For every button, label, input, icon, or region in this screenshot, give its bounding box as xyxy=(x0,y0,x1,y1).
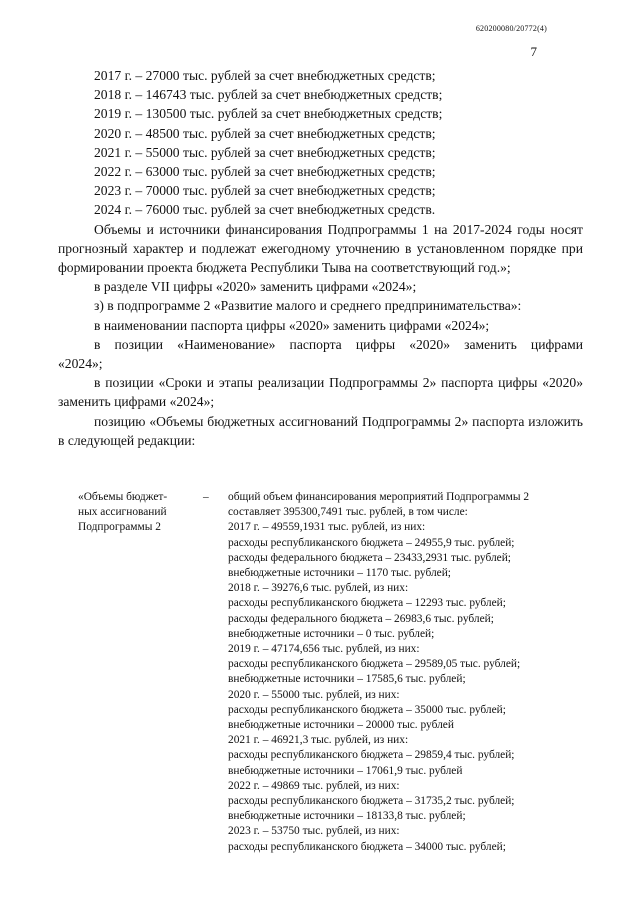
passport-row: составляет 395300,7491 тыс. рублей, в том числе: xyxy=(228,506,468,519)
funding-line: 2021 г. – 55000 тыс. рублей за счет внебюджетных средств; xyxy=(94,144,436,160)
passport-row: внебюджетные источники – 0 тыс. рублей; xyxy=(228,627,435,640)
passport-label-line: Подпрограммы 2 xyxy=(78,521,161,534)
passport-row: расходы республиканского бюджета – 29589,05 тыс. рублей; xyxy=(228,658,521,671)
passport-label xyxy=(78,490,198,536)
passport-row: расходы республиканского бюджета – 24955,9 тыс. рублей; xyxy=(228,536,515,549)
funding-line: 2024 г. – 76000 тыс. рублей за счет внебюджетных средств. xyxy=(94,202,436,218)
passport-row: расходы республиканского бюджета – 35000 тыс. рублей; xyxy=(228,703,506,716)
passport-row: расходы республиканского бюджета – 31735,2 тыс. рублей; xyxy=(228,795,515,808)
paragraph-section-vii: в разделе VII цифры «2020» заменить цифрами «2024»; xyxy=(94,279,417,295)
passport-row: расходы республиканского бюджета – 12293 тыс. рублей; xyxy=(228,597,506,610)
passport-row: общий объем финансирования мероприятий Подпрограммы 2 xyxy=(228,491,530,503)
paragraph-budget-position: позицию «Объемы бюджетных ассигнований Подпрограммы 2» паспорта изложить в следующей редакции: xyxy=(58,413,583,448)
passport-row: внебюджетные источники – 17061,9 тыс. рублей xyxy=(228,764,463,777)
passport-row: 2022 г. – 49869 тыс. рублей, из них: xyxy=(228,779,400,792)
passport-row: расходы федерального бюджета – 23433,2931 тыс. рублей; xyxy=(228,551,511,564)
passport-row: расходы республиканского бюджета – 34000 тыс. рублей; xyxy=(228,840,506,853)
passport-row: 2019 г. – 47174,656 тыс. рублей, из них: xyxy=(228,643,420,656)
paragraph-name-position: в позиции «Наименование» паспорта цифры «2020» заменить цифрами xyxy=(94,336,583,352)
paragraph-subprogram-2: з) в подпрограмме 2 «Развитие малого и среднего предпринимательства»: xyxy=(94,298,522,314)
passport-row: 2017 г. – 49559,1931 тыс. рублей, из них: xyxy=(228,521,426,534)
passport-row: 2021 г. – 46921,3 тыс. рублей, из них: xyxy=(228,734,409,747)
funding-line: 2022 г. – 63000 тыс. рублей за счет внебюджетных средств; xyxy=(94,164,436,180)
page-number: 7 xyxy=(530,44,537,59)
passport-row: 2018 г. – 39276,6 тыс. рублей, из них: xyxy=(228,582,409,595)
passport-values xyxy=(228,490,598,855)
paragraph-passport-name: в наименовании паспорта цифры «2020» заменить цифрами «2024»; xyxy=(94,317,490,333)
funding-line: 2019 г. – 130500 тыс. рублей за счет внебюджетных средств; xyxy=(94,106,443,122)
paragraph-funding-note: Объемы и источники финансирования Подпрограммы 1 на 2017-2024 годы носят прогнозный характер и подлежат ежегодному уточнению в установленном порядке при формировании проекта бюджета Республики Тыва на соответствующий год.»; xyxy=(58,221,583,276)
passport-row: внебюджетные источники – 1170 тыс. рублей; xyxy=(228,567,451,580)
passport-row: расходы республиканского бюджета – 29859,4 тыс. рублей; xyxy=(228,749,515,762)
passport-row: внебюджетные источники – 17585,6 тыс. рублей; xyxy=(228,673,466,686)
paragraph-terms-position: в позиции «Сроки и этапы реализации Подпрограммы 2» паспорта цифры «2020» заменить цифрами «2024»; xyxy=(58,375,583,410)
passport-row: внебюджетные источники – 20000 тыс. рублей xyxy=(228,719,454,732)
passport-label-line: «Объемы бюджет- xyxy=(78,491,168,503)
paragraph-name-position-cont: «2024»; xyxy=(58,356,103,372)
document-body xyxy=(58,66,583,450)
funding-line: 2017 г. – 27000 тыс. рублей за счет внебюджетных средств; xyxy=(94,68,436,83)
funding-line: 2018 г. – 146743 тыс. рублей за счет внебюджетных средств; xyxy=(94,87,443,103)
passport-row: 2020 г. – 55000 тыс. рублей, из них: xyxy=(228,688,400,701)
passport-row: внебюджетные источники – 18133,8 тыс. рублей; xyxy=(228,810,466,823)
passport-row: расходы федерального бюджета – 26983,6 тыс. рублей; xyxy=(228,612,494,625)
document-id: 620200080/20772(4) xyxy=(475,24,547,33)
passport-dash: – xyxy=(203,491,209,503)
passport-label-line: ных ассигнований xyxy=(78,506,167,519)
passport-row: 2023 г. – 53750 тыс. рублей, из них: xyxy=(228,825,400,838)
funding-line: 2023 г. – 70000 тыс. рублей за счет внебюджетных средств; xyxy=(94,183,436,199)
funding-line: 2020 г. – 48500 тыс. рублей за счет внебюджетных средств; xyxy=(94,125,436,141)
